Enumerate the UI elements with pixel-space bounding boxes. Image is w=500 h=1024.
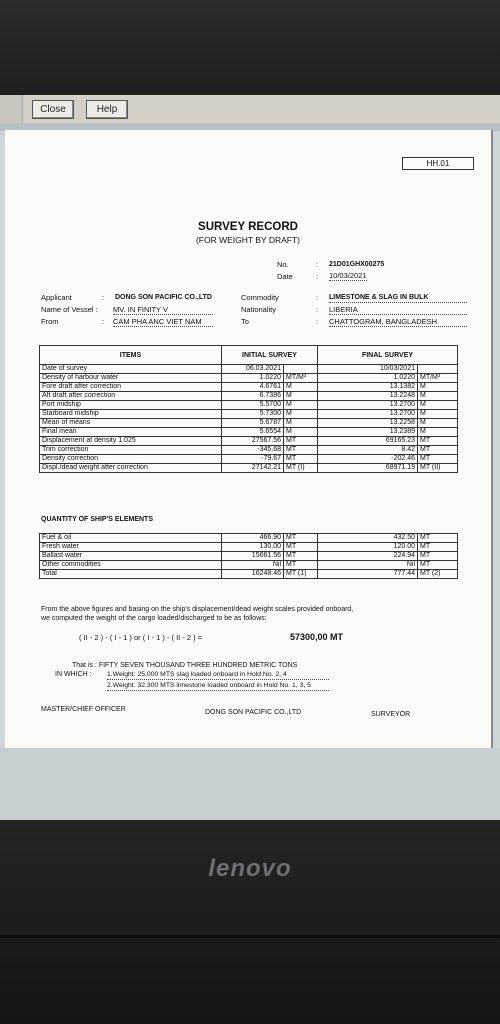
table-row	[40, 561, 458, 570]
from-label: From	[41, 317, 59, 326]
row-item: Aft draft after correction	[40, 392, 222, 401]
initial-unit: MT	[284, 561, 318, 570]
row-item: Displ./dead weight after correction	[40, 464, 222, 473]
to-value: CHATTOGRAM, BANGLADESH	[329, 317, 467, 327]
table-row	[40, 374, 458, 383]
initial-value: 1.0220	[222, 374, 284, 383]
paragraph-line-2: we computed the weight of the cargo loaded/discharged to be as follows:	[41, 615, 267, 622]
commodity-value: LIMESTONE & SLAG IN BULK	[329, 293, 467, 303]
laptop-bezel-bottom	[0, 820, 500, 1024]
final-unit: MT/M³	[418, 374, 458, 383]
initial-value: 5.5700	[222, 401, 284, 410]
initial-value: 466.90	[222, 534, 284, 543]
initial-value: 27142.21	[222, 464, 284, 473]
initial-value: 16248.46	[222, 570, 284, 579]
final-value: 69165.23	[318, 437, 418, 446]
table-row	[40, 464, 458, 473]
initial-value: 4.6761	[222, 383, 284, 392]
final-value: 1.0220	[318, 374, 418, 383]
final-unit: MT (II)	[418, 464, 458, 473]
initial-unit: MT (I)	[284, 464, 318, 473]
initial-unit	[284, 365, 318, 374]
table-row	[40, 419, 458, 428]
initial-unit: M	[284, 410, 318, 419]
initial-unit: M	[284, 401, 318, 410]
close-button[interactable]: Close	[32, 100, 74, 119]
initial-value: -345.68	[222, 446, 284, 455]
table-row	[40, 570, 458, 579]
initial-value: 5.7300	[222, 410, 284, 419]
initial-unit: MT (1)	[284, 570, 318, 579]
row-item: Other commodities	[40, 561, 222, 570]
final-unit: M	[418, 428, 458, 437]
initial-value: 6.7386	[222, 392, 284, 401]
final-value: Nil	[318, 561, 418, 570]
initial-unit: M	[284, 428, 318, 437]
signature-surveyor: SURVEYOR	[371, 711, 411, 718]
final-value: -202.46	[318, 455, 418, 464]
document-code: HH.01	[402, 157, 474, 170]
final-unit: MT	[418, 534, 458, 543]
screen-bottom-area	[0, 748, 500, 820]
final-value: 13.2700	[318, 410, 418, 419]
final-unit: MT	[418, 552, 458, 561]
final-value: 224.94	[318, 552, 418, 561]
initial-unit: MT	[284, 534, 318, 543]
table-row	[40, 437, 458, 446]
applicant-value: DONG SON PACIFIC CO.,LTD	[115, 294, 212, 301]
final-unit: M	[418, 401, 458, 410]
final-unit: MT (2)	[418, 570, 458, 579]
quantity-heading: QUANTITY OF SHIP'S ELEMENTS	[41, 516, 153, 523]
final-value: 13.2248	[318, 392, 418, 401]
nationality-label: Nationality	[241, 305, 277, 314]
no-value: 21D01GHX00275	[329, 261, 385, 268]
final-value: 13.2700	[318, 401, 418, 410]
row-item: Total	[40, 570, 222, 579]
help-button[interactable]: Help	[86, 100, 128, 119]
applicant-label: Applicant	[41, 293, 72, 302]
that-is: That is : FIFTY SEVEN THOUSAND THREE HUNDRED METRIC TONS	[72, 662, 298, 669]
row-item: Ballast water	[40, 552, 222, 561]
laptop-brand-logo: lenovo	[208, 855, 292, 882]
final-unit: M	[418, 419, 458, 428]
row-item: Fore draft after correction	[40, 383, 222, 392]
vessel-label: Name of Vessel :	[41, 305, 98, 314]
table-row	[40, 401, 458, 410]
final-value: 13.2258	[318, 419, 418, 428]
final-unit	[418, 365, 458, 374]
initial-unit: MT	[284, 446, 318, 455]
row-item: Trim correction	[40, 446, 222, 455]
in-which-line-1: 1.Weight: 25.000 MTS slag loaded onboard in Hold No. 2, 4	[107, 670, 329, 680]
toolbar-edge	[0, 95, 23, 123]
row-item: Mean of means	[40, 419, 222, 428]
table-row	[40, 446, 458, 455]
table-row	[40, 455, 458, 464]
initial-unit: MT	[284, 552, 318, 561]
row-item: Starboard midship	[40, 410, 222, 419]
initial-value: 27567.56	[222, 437, 284, 446]
table-row	[40, 543, 458, 552]
final-unit: MT	[418, 446, 458, 455]
initial-unit: M	[284, 419, 318, 428]
final-value: 13.1382	[318, 383, 418, 392]
to-label: To	[241, 317, 249, 326]
table-row	[40, 534, 458, 543]
date-value: 10/03/2021	[329, 271, 367, 280]
initial-value: 15661.56	[222, 552, 284, 561]
initial-unit: MT	[284, 543, 318, 552]
initial-value: Nil	[222, 561, 284, 570]
table-row	[40, 392, 458, 401]
final-value: 13.2389	[318, 428, 418, 437]
table-header	[40, 346, 458, 365]
no-label: No.	[277, 260, 289, 269]
final-value: 10/03/2021	[318, 365, 418, 374]
from-value: CAM PHA ANC VIET NAM	[113, 317, 213, 327]
final-unit: MT	[418, 437, 458, 446]
signature-master: MASTER/CHIEF OFFICER	[41, 706, 126, 713]
initial-value: 130.00	[222, 543, 284, 552]
table-row	[40, 383, 458, 392]
row-item: Density of harbour water	[40, 374, 222, 383]
survey-document: HH.01 SURVEY RECORD (FOR WEIGHT BY DRAFT) No. : 21D01GHX00275 Date : 10/03/2021 Applicant : DONG SON PACIFIC CO.,LTD Name of Vessel : MV. IN FINITY V From : CAM PHA ANC VIET NAM Commodity : LIMESTONE & SLAG IN BULK Nationality : LIBERIA To : CHATTOGRAM, BANGLADESH ITEMS INITIAL SURVEY FINAL SURVEY Date of survey 06.03.2021 10/03/2021 Density of harbour water 1.0220 MT/M³ 1.0220 MT/M³ Fore draft after correction 4.6761 M 13.1382 M Aft draft after correction 6.7386 M 13.2248 M Port midship 5.5700 M 13.2700 M Starboard midship 5.7300 M 13.2700 M Mean of means 5.6787 M 13.2258 M Final mean 5.6554 M 13.2389 M Displacement at density 1.025 27567.56 MT 69165.23 MT Trim correction -345.68 MT 8.42 MT Density correction -79.67 MT -202.46 MT Displ./dead weight after correction 27142.21 MT (I) 68971.19 MT (II) QUANTITY OF SHIP'S ELEMENTS Fuel & oil 466.90 MT 432.50 MT Fresh water 130.00 MT 120.00 MT Ballast water 15661.56 MT 224.94 MT Other commodities Nil MT Nil MT Total 16248.46 MT (1) 777.44 MT (2) From the above figures and basing on the ship's displacement/dead weight scales provided onboard, we computed the weight of the cargo loaded/discharged to be as follows: ( II - 2 ) - ( I - 1 ) or ( I - 1 ) - ( II - 2 ) = 57300,00 MT That is : FIFTY SEVEN THOUSAND THREE HUNDRED METRIC TONS IN WHICH : 1.Weight: 25.000 MTS slag loaded onboard in Hold No. 2, 4 2.Weight: 32.300 MTS limestone loaded onboard in Hold No. 1, 3, 5 MASTER/CHIEF OFFICER DONG SON PACIFIC CO.,LTD SURVEYOR	[5, 130, 493, 778]
final-survey-header: FINAL SURVEY	[318, 346, 458, 365]
date-label: Date	[277, 272, 293, 281]
final-unit: MT	[418, 543, 458, 552]
formula: ( II - 2 ) - ( I - 1 ) or ( I - 1 ) - ( II - 2 ) =	[79, 633, 203, 642]
row-item: Port midship	[40, 401, 222, 410]
table-row	[40, 428, 458, 437]
initial-value: -79.67	[222, 455, 284, 464]
row-item: Displacement at density 1.025	[40, 437, 222, 446]
row-item: Final mean	[40, 428, 222, 437]
paragraph-line-1: From the above figures and basing on the ship's displacement/dead weight scales provided onboard,	[41, 606, 354, 613]
final-value: 432.50	[318, 534, 418, 543]
viewer-toolbar	[0, 95, 500, 124]
row-item: Density correction	[40, 455, 222, 464]
table-row	[40, 410, 458, 419]
final-value: 120.00	[318, 543, 418, 552]
final-value: 8.42	[318, 446, 418, 455]
initial-unit: M	[284, 383, 318, 392]
row-item: Fresh water	[40, 543, 222, 552]
in-which-label: IN WHICH :	[55, 671, 92, 678]
in-which-line-2: 2.Weight: 32.300 MTS limestone loaded onboard in Hold No. 1, 3, 5	[107, 681, 329, 691]
vessel-value: MV. IN FINITY V	[113, 305, 213, 315]
initial-value: 5.6554	[222, 428, 284, 437]
final-unit: MT	[418, 455, 458, 464]
initial-unit: MT/M³	[284, 374, 318, 383]
nationality-value: LIBERIA	[329, 305, 467, 315]
table-row	[40, 365, 458, 374]
row-item: Date of survey	[40, 365, 222, 374]
laptop-bezel-top	[0, 0, 500, 95]
initial-survey-header: INITIAL SURVEY	[222, 346, 318, 365]
initial-value: 5.6787	[222, 419, 284, 428]
table-row	[40, 552, 458, 561]
initial-unit: MT	[284, 455, 318, 464]
initial-unit: MT	[284, 437, 318, 446]
final-unit: M	[418, 392, 458, 401]
result: 57300,00 MT	[290, 632, 344, 642]
final-unit: MT	[418, 561, 458, 570]
initial-value: 06.03.2021	[222, 365, 284, 374]
items-header: ITEMS	[40, 346, 222, 365]
initial-unit: M	[284, 392, 318, 401]
document-title: SURVEY RECORD	[198, 221, 298, 233]
final-value: 777.44	[318, 570, 418, 579]
laptop-hinge	[0, 935, 500, 938]
commodity-label: Commodity	[241, 293, 279, 302]
survey-table	[39, 345, 458, 473]
row-item: Fuel & oil	[40, 534, 222, 543]
quantity-table	[39, 533, 458, 579]
document-subtitle: (FOR WEIGHT BY DRAFT)	[195, 235, 301, 245]
final-value: 68971.19	[318, 464, 418, 473]
final-unit: M	[418, 383, 458, 392]
signature-company: DONG SON PACIFIC CO.,LTD	[205, 709, 302, 716]
final-unit: M	[418, 410, 458, 419]
